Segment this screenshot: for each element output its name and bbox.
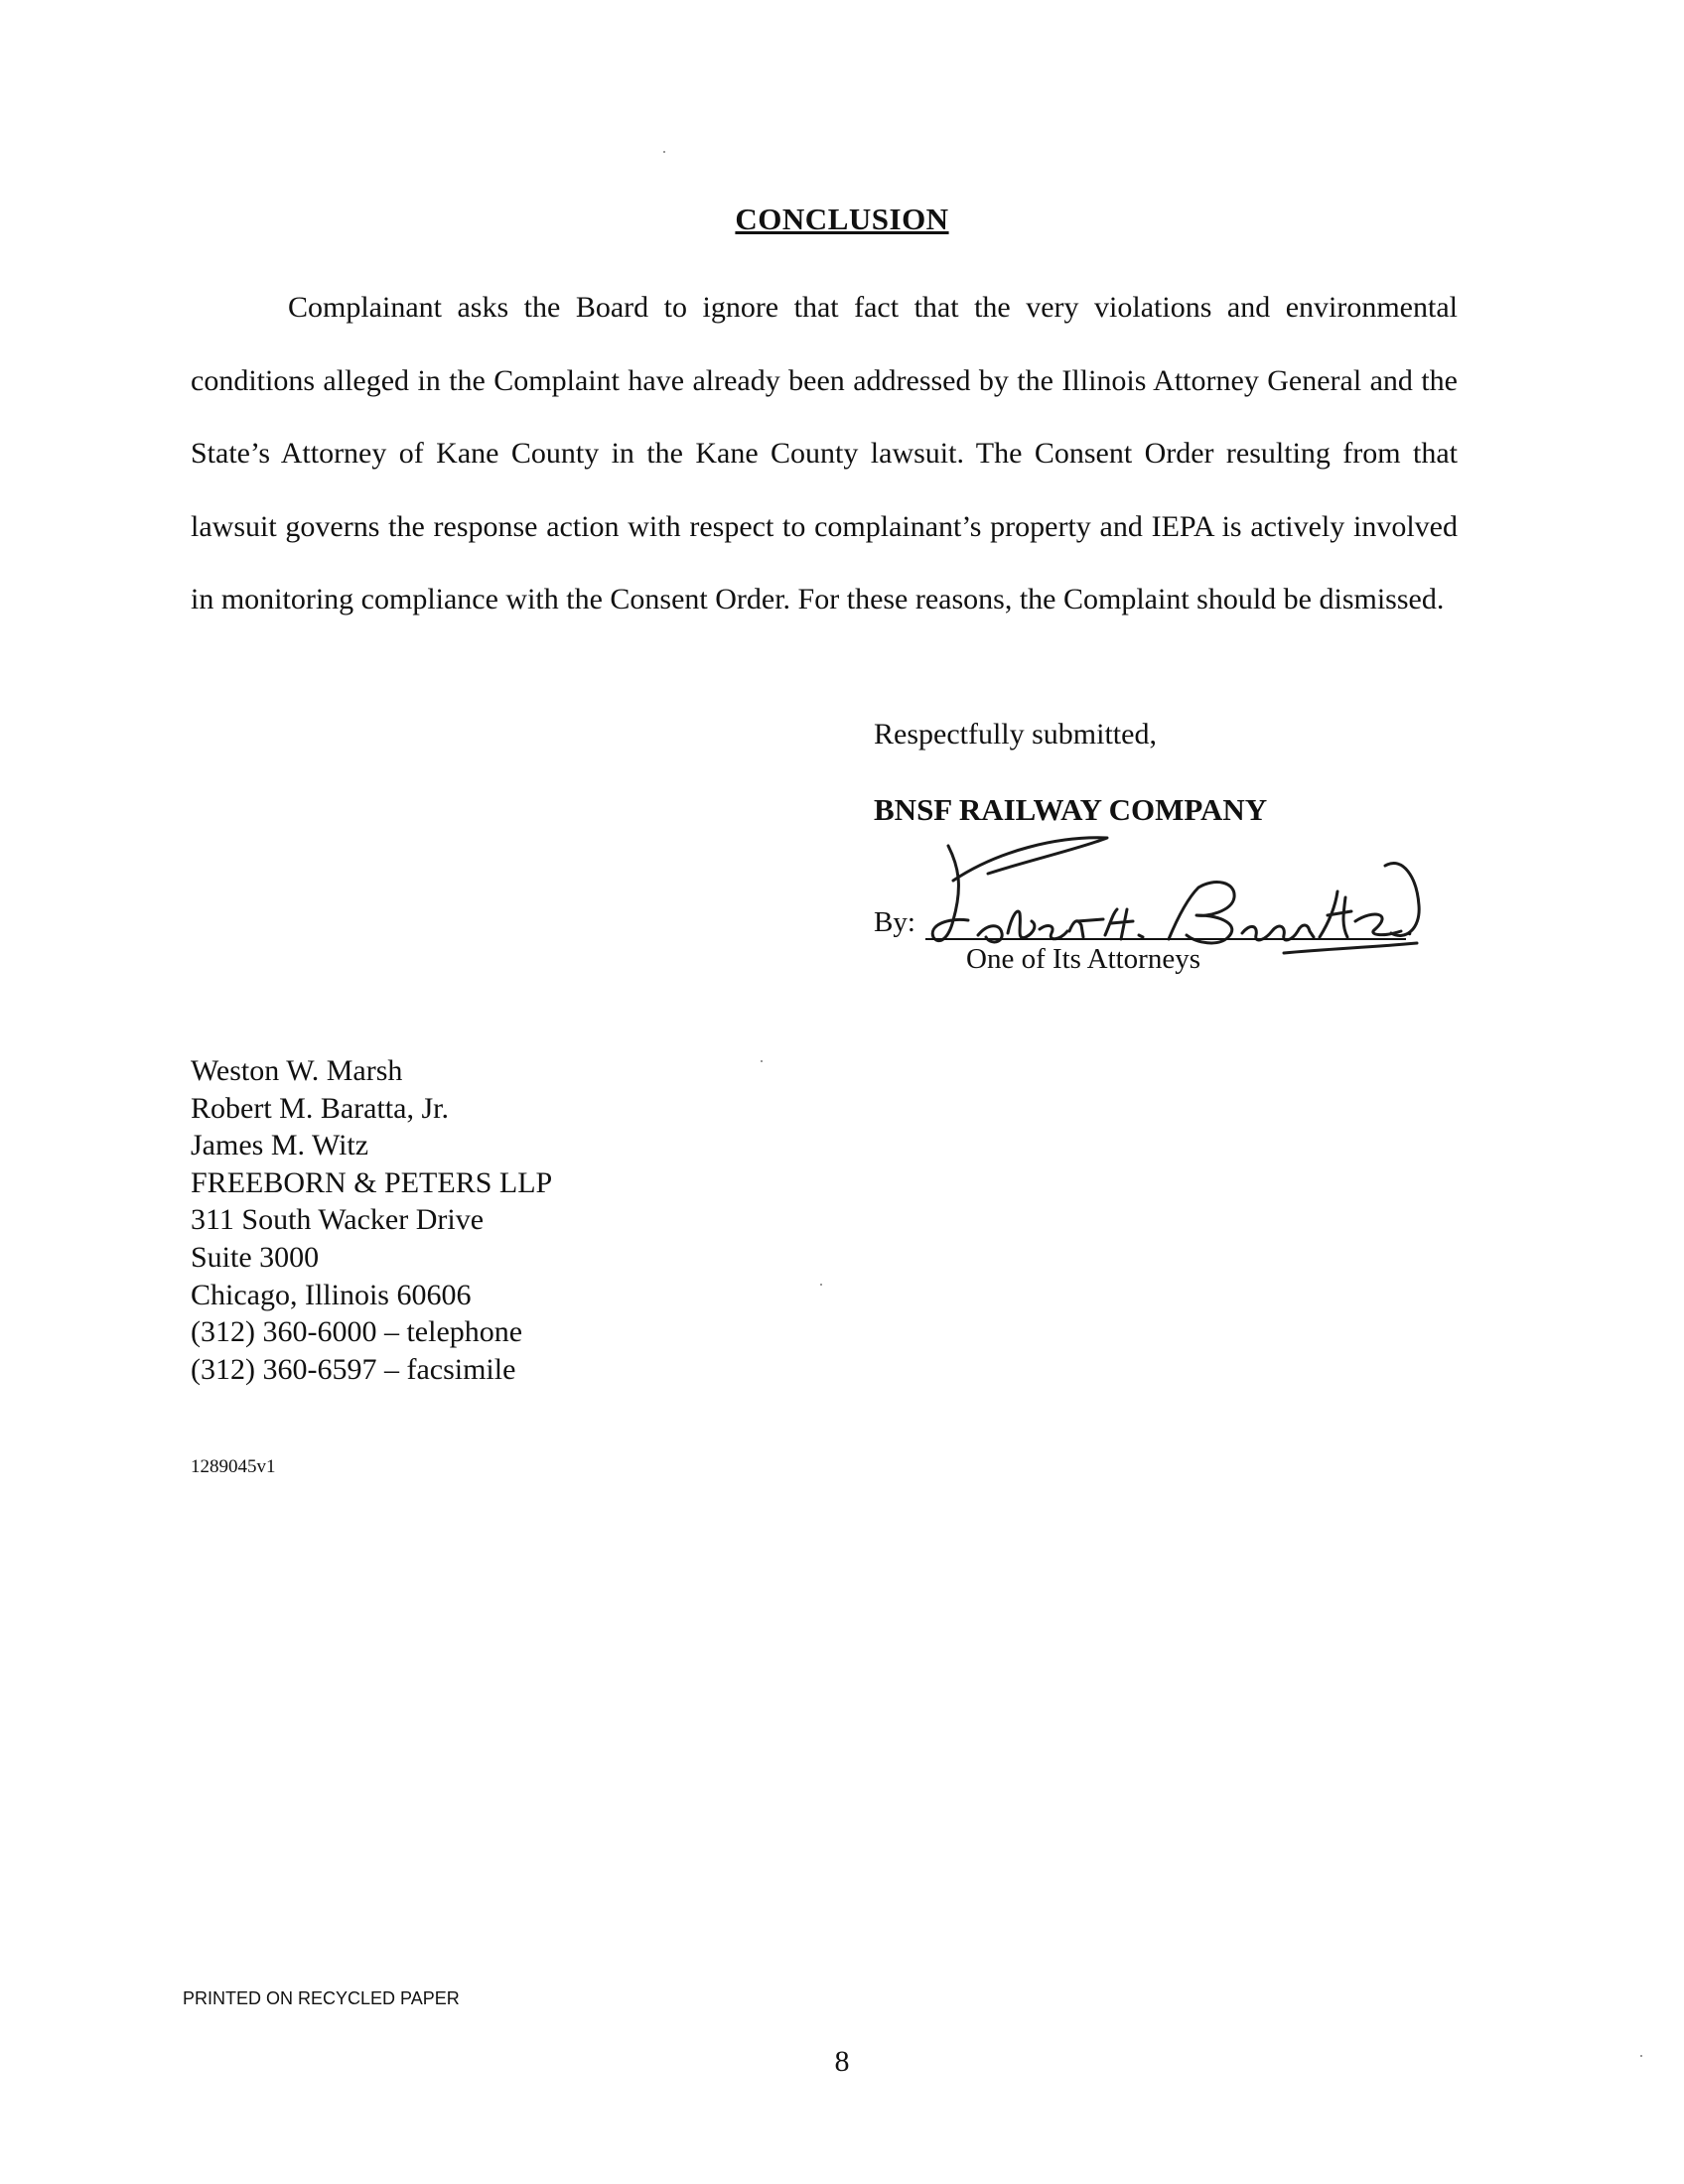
telephone: (312) 360-6000 – telephone <box>191 1315 523 1349</box>
page-number: 8 <box>834 2045 850 2078</box>
company-name: BNSF RAILWAY COMPANY <box>874 792 1268 827</box>
scan-speck <box>1640 2055 1642 2057</box>
street-address: 311 South Wacker Drive <box>191 1203 485 1237</box>
section-heading: CONCLUSION <box>735 202 949 236</box>
counsel-name: Robert M. Baratta, Jr. <box>191 1091 449 1125</box>
city-state-zip: Chicago, Illinois 60606 <box>191 1278 472 1311</box>
signature-text: Robert M. Baratta Jr. <box>930 937 939 938</box>
closing-line: Respectfully submitted, <box>874 718 1157 751</box>
scan-speck <box>761 1060 763 1062</box>
law-firm: FREEBORN & PETERS LLP <box>191 1165 553 1199</box>
counsel-block <box>191 1052 552 1388</box>
signature-line <box>925 938 1406 940</box>
counsel-name: Weston W. Marsh <box>191 1054 403 1087</box>
suite: Suite 3000 <box>191 1240 320 1274</box>
scan-speck <box>820 1284 822 1286</box>
counsel-name: James M. Witz <box>191 1129 369 1162</box>
conclusion-paragraph <box>191 271 1458 636</box>
by-label: By: <box>874 906 915 938</box>
conclusion-text: Complainant asks the Board to ignore that fact that the very violations and environmental conditions alleged in the Complaint have already been addressed by the Illinois Attorney General and the State’s Attorney of Kane County in the Kane County lawsuit. The Consent Order resulting from that lawsuit governs the response action with respect to complainant’s property and IEPA is actively involved in monitoring compliance with the Consent Order. For these reasons, the Complaint should be dismissed. <box>191 291 1458 616</box>
footer-note: PRINTED ON RECYCLED PAPER <box>183 1988 460 2008</box>
document-number: 1289045v1 <box>191 1456 276 1477</box>
facsimile: (312) 360-6597 – facsimile <box>191 1352 516 1386</box>
signatory-role: One of Its Attorneys <box>966 943 1200 975</box>
scan-speck <box>663 151 665 153</box>
signature-period: . <box>1406 910 1414 942</box>
